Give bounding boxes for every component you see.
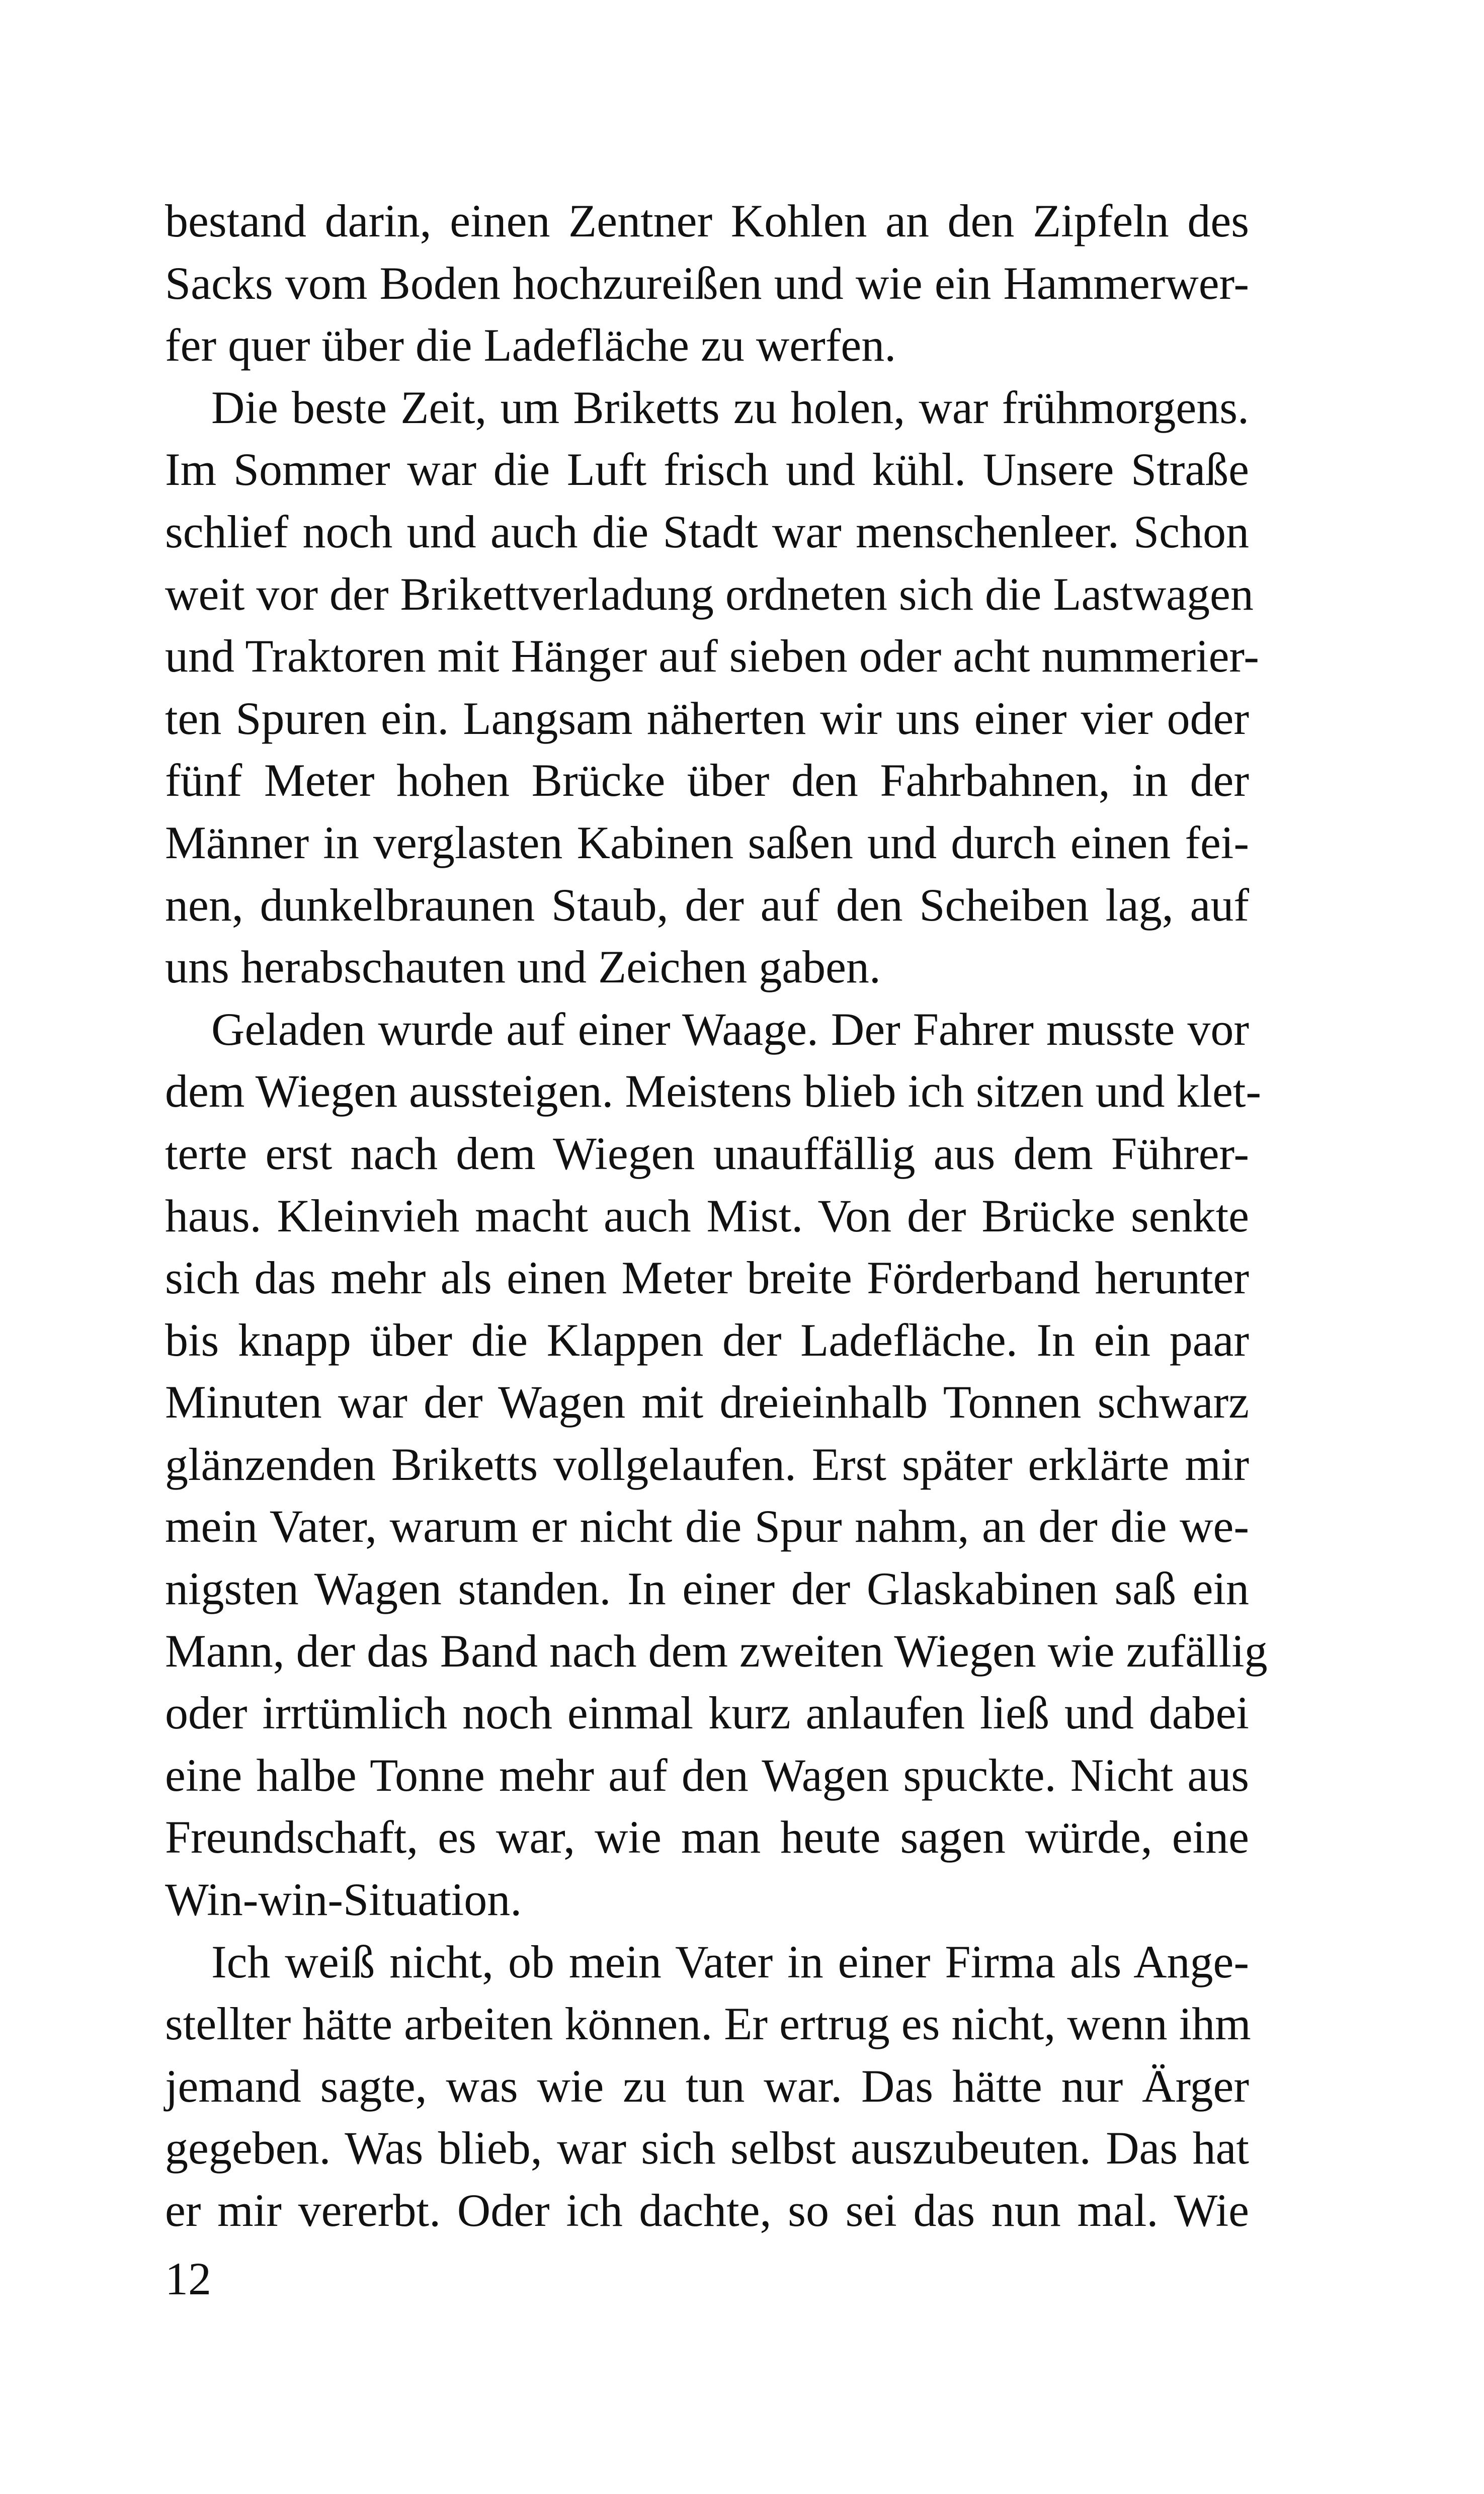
text-line: oder irrtümlich noch einmal kurz anlaufen ließ und dabei: [165, 1687, 1249, 1739]
text-line: haus. Kleinvieh macht auch Mist. Von der Brücke senkte: [165, 1190, 1249, 1241]
text-line: fer quer über die Ladefläche zu werfen.: [165, 319, 896, 371]
text-line: Männer in verglasten Kabinen saßen und durch einen fei-: [165, 816, 1249, 868]
text-line: glänzenden Briketts vollgelaufen. Erst später erklärte mir: [165, 1438, 1249, 1490]
text-line: eine halbe Tonne mehr auf den Wagen spuckte. Nicht aus: [165, 1749, 1249, 1801]
text-line: terte erst nach dem Wiegen unauffällig aus dem Führer-: [165, 1127, 1249, 1179]
paragraph: [165, 1931, 1249, 2242]
text-line: Sacks vom Boden hochzureißen und wie ein Hammerwer-: [165, 257, 1249, 309]
text-line: mein Vater, warum er nicht die Spur nahm, an der die we-: [165, 1501, 1249, 1552]
text-line: weit vor der Brikettverladung ordneten sich die Lastwagen: [165, 568, 1254, 620]
paragraph: [165, 377, 1259, 999]
text-line: dem Wiegen aussteigen. Meistens blieb ich sitzen und klet-: [165, 1065, 1262, 1117]
text-line: Die beste Zeit, um Briketts zu holen, war frühmorgens.: [211, 381, 1249, 433]
page-number: 12: [165, 2253, 211, 2304]
text-line: er mir vererbt. Oder ich dachte, so sei das nun mal. Wie: [165, 2185, 1249, 2236]
text-line: nen, dunkelbraunen Staub, der auf den Scheiben lag, auf: [165, 879, 1249, 931]
text-line: Geladen wurde auf einer Waage. Der Fahrer musste vor: [211, 1003, 1249, 1055]
text-line: uns herabschauten und Zeichen gaben.: [165, 941, 881, 993]
text-line: Minuten war der Wagen mit dreieinhalb Tonnen schwarz: [165, 1376, 1249, 1428]
text-line: Freundschaft, es war, wie man heute sagen würde, eine: [165, 1811, 1249, 1863]
text-line: bis knapp über die Klappen der Ladefläche. In ein paar: [165, 1314, 1249, 1366]
text-line: jemand sagte, was wie zu tun war. Das hätte nur Ärger: [165, 2060, 1249, 2112]
text-line: und Traktoren mit Hänger auf sieben oder acht nummerier-: [165, 630, 1259, 682]
text-line: nigsten Wagen standen. In einer der Glaskabinen saß ein: [165, 1563, 1249, 1615]
text-line: schlief noch und auch die Stadt war menschenleer. Schon: [165, 506, 1249, 557]
text-line: stellter hätte arbeiten können. Er ertrug es nicht, wenn ihm: [165, 1998, 1251, 2050]
text-line: Ich weiß nicht, ob mein Vater in einer Firma als Ange-: [211, 1936, 1249, 1987]
text-line: gegeben. Was blieb, war sich selbst auszubeuten. Das hat: [165, 2122, 1249, 2174]
text-line: ten Spuren ein. Langsam näherten wir uns einer vier oder: [165, 692, 1249, 744]
text-line: Win-win-Situation.: [165, 1874, 522, 1926]
text-line: fünf Meter hohen Brücke über den Fahrbahnen, in der: [165, 755, 1249, 806]
text-line: bestand darin, einen Zentner Kohlen an den Zipfeln des: [165, 195, 1249, 246]
paragraph: [165, 190, 1249, 377]
body-text: [165, 190, 1268, 2242]
paragraph: [165, 999, 1268, 1931]
text-line: Im Sommer war die Luft frisch und kühl. Unsere Straße: [165, 444, 1249, 495]
text-line: Mann, der das Band nach dem zweiten Wiegen wie zufällig: [165, 1625, 1268, 1677]
text-line: sich das mehr als einen Meter breite Förderband herunter: [165, 1252, 1249, 1304]
